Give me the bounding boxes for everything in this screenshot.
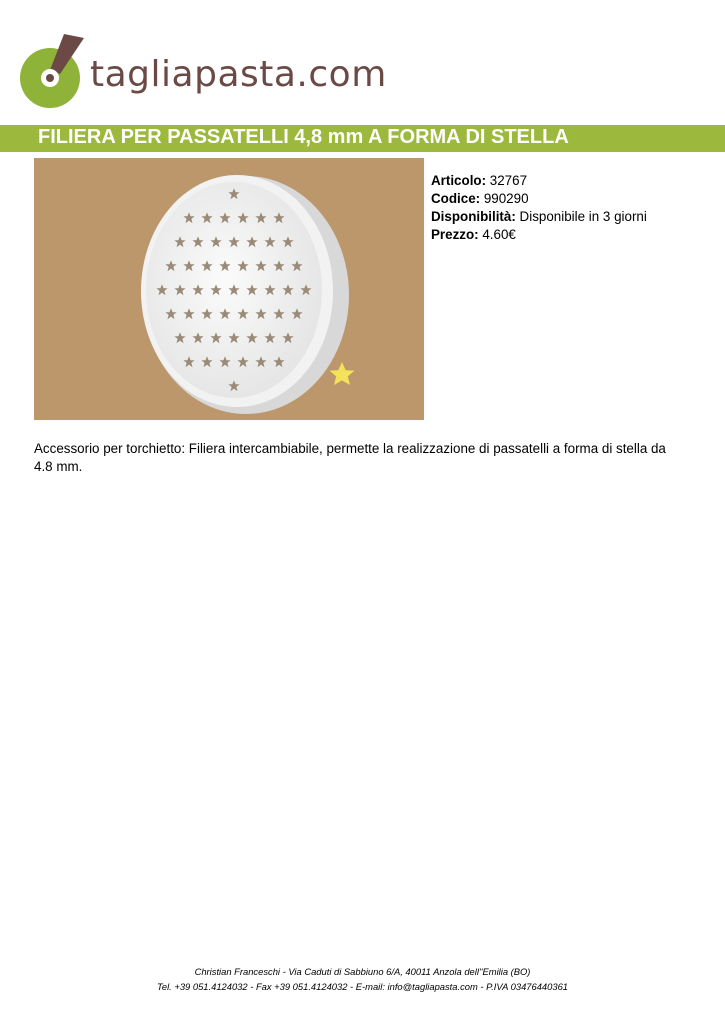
detail-label: Prezzo: (431, 227, 479, 242)
detail-prezzo (431, 226, 647, 244)
footer-contacts: Tel. +39 051.4124032 - Fax +39 051.4124032 - E-mail: info@tagliapasta.com - P.IVA 03476440361 (156, 981, 569, 992)
detail-disponibilita (431, 208, 647, 226)
brand-logo (20, 34, 387, 108)
detail-codice (431, 190, 647, 208)
detail-value: 32767 (489, 173, 528, 188)
page-footer (0, 964, 725, 994)
pasta-cutter-icon (20, 34, 86, 108)
title-bar (0, 125, 725, 152)
detail-articolo (431, 172, 647, 190)
detail-label: Codice: (431, 191, 481, 206)
product-details (431, 172, 647, 244)
detail-value: Disponibile in 3 giorni (519, 209, 647, 224)
detail-value: 4.60€ (482, 227, 516, 242)
detail-value: 990290 (483, 191, 529, 206)
star-shaped-pasta-die-image (34, 158, 424, 420)
detail-label: Disponibilità: (431, 209, 516, 224)
detail-label: Articolo: (431, 173, 487, 188)
product-title: FILIERA PER PASSATELLI 4,8 mm A FORMA DI STELLA (38, 126, 569, 148)
brand-name: tagliapasta.com (90, 54, 387, 95)
footer-address: Christian Franceschi - Via Caduti di Sabbiuno 6/A, 40011 Anzola dell''Emilia (BO) (194, 966, 531, 977)
product-description: Accessorio per torchietto: Filiera intercambiabile, permette la realizzazione di passatelli a forma di stella da 4.8 mm. (34, 441, 666, 474)
